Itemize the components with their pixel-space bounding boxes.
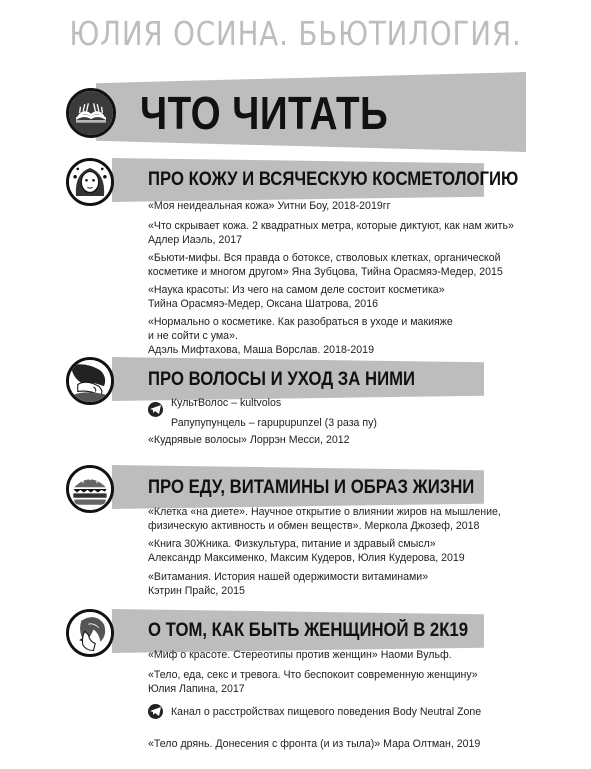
list-item: «Миф о красоте. Стереотипы против женщин» Наоми Вульф. <box>148 649 452 661</box>
page-title: ЮЛИЯ ОСИНА. БЬЮТИЛОГИЯ. <box>69 14 522 53</box>
section-title-food: ПРО ЕДУ, ВИТАМИНЫ И ОБРАЗ ЖИЗНИ <box>148 477 475 498</box>
woman-profile-icon <box>66 609 114 657</box>
telegram-channel-link[interactable]: Канал о расстройствах пищевого поведения Body Neutral Zone <box>148 704 481 719</box>
section-title-hair: ПРО ВОЛОСЫ И УХОД ЗА НИМИ <box>148 369 416 390</box>
list-item: «Нормально о косметике. Как разобраться в уходе и макияже и не сойти с ума». Адэль Мифтахова, Маша Ворслав. 2018-2019 <box>148 316 453 356</box>
woman-portrait-icon <box>66 158 114 206</box>
list-item: «Что скрывает кожа. 2 квадратных метра, которые диктуют, как нам жить» Адлер Иаэль, 2017 <box>148 220 514 246</box>
section-title-women: О ТОМ, КАК БЫТЬ ЖЕНЩИНОЙ В 2К19 <box>148 620 469 641</box>
telegram-icon <box>148 402 163 417</box>
list-item: «Тело, еда, секс и тревога. Что беспокоит современную женщину» Юлия Лапина, 2017 <box>148 669 478 695</box>
list-item: «Бьюти-мифы. Вся правда о ботоксе, стволовых клетках, органической косметике и многом другом» Яна Зубцова, Тийна Орасмяэ-Медер, 2015 <box>148 252 503 278</box>
telegram-channel-link[interactable]: КультВолос – kultvolos <box>148 402 281 417</box>
list-item: «Наука красоты: Из чего на самом деле состоит косметика» Тийна Орасмяэ-Медер, Оксана Шатрова, 2016 <box>148 284 445 310</box>
telegram-icon <box>148 704 163 719</box>
list-item: «Кудрявые волосы» Лоррэн Месси, 2012 <box>148 434 350 446</box>
list-item: «Тело дрянь. Донесения с фронта (и из тыла)» Мара Олтман, 2019 <box>148 738 481 750</box>
list-item: «Клетка «на диете». Научное открытие о влиянии жиров на мышление, физическую активность и обмен веществ». Меркола Джозеф, 2018 <box>148 506 501 532</box>
burger-icon <box>66 465 114 513</box>
list-item: «Книга 30Жника. Физкультура, питание и здравый смысл» Александр Максименко, Максим Кудеров, Юлия Кудерова, 2019 <box>148 538 465 564</box>
open-book-icon <box>66 88 116 138</box>
hair-wash-icon <box>66 357 114 405</box>
list-item: «Моя неидеальная кожа» Уитни Боу, 2018-2019гг <box>148 200 391 212</box>
list-item: «Витамания. История нашей одержимости витаминами» Кэтрин Прайс, 2015 <box>148 571 429 597</box>
section-title-skin: ПРО КОЖУ И ВСЯЧЕСКУЮ КОСМЕТОЛОГИЮ <box>148 169 519 190</box>
main-heading: ЧТО ЧИТАТЬ <box>140 87 389 139</box>
telegram-channel-link[interactable]: Рапупупунцель – rapupupunzel (3 раза пу) <box>171 417 377 429</box>
